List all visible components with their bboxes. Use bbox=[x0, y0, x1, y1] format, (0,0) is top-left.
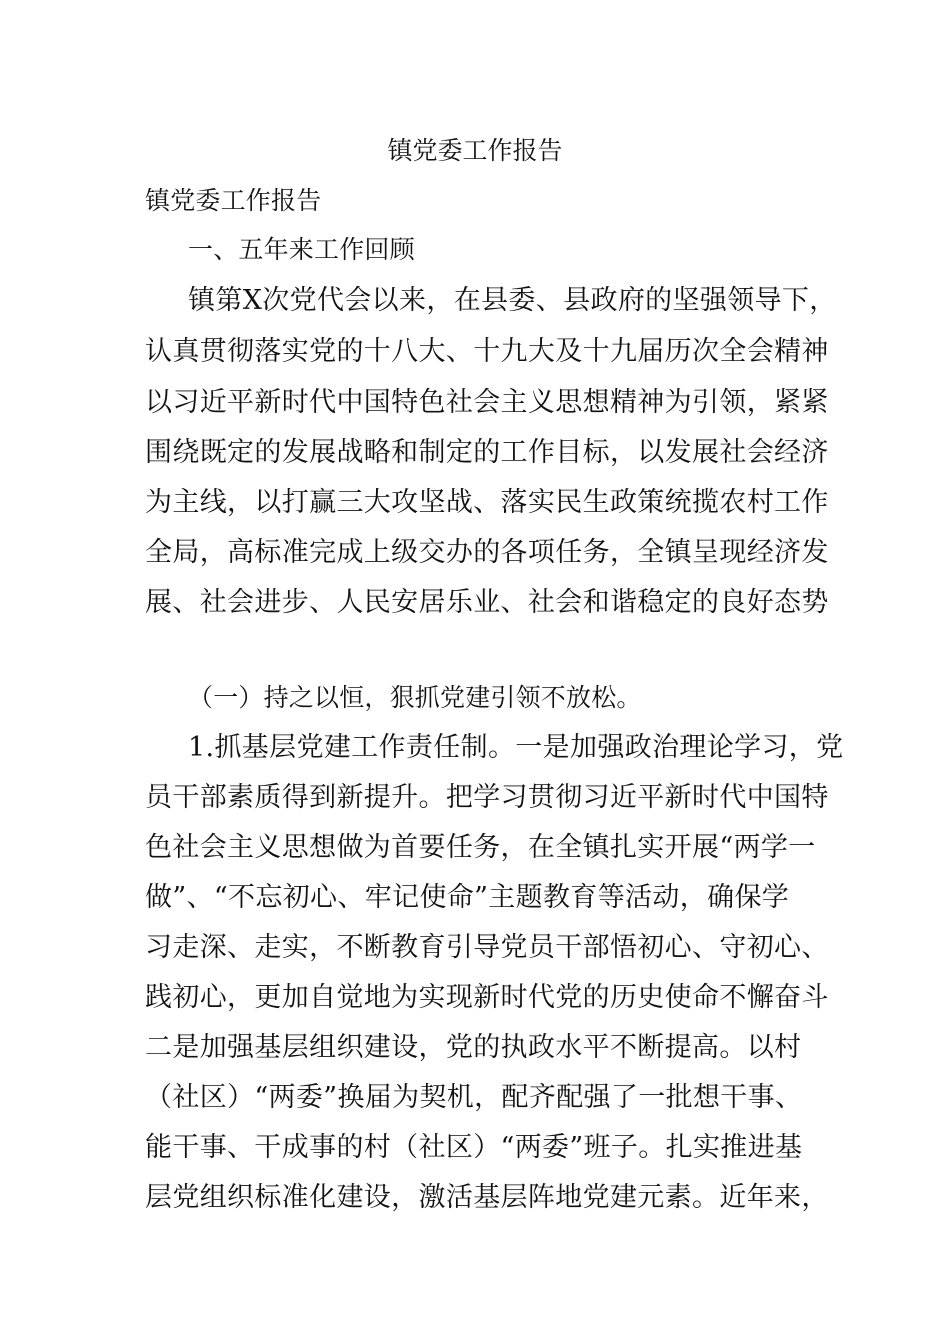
paragraph-line: 员干部素质得到新提升。把学习贯彻习近平新时代中国特 bbox=[145, 782, 829, 813]
paragraph-line: 为主线，以打赢三大攻坚战、落实民生政策统揽农村工作 bbox=[145, 487, 829, 518]
paragraph-line: 全局，高标准完成上级交办的各项任务，全镇呈现经济发 bbox=[145, 537, 829, 568]
paragraph-line: 二是加强基层组织建设，党的执政水平不断提高。以村 bbox=[145, 1032, 802, 1063]
paragraph-line: 以习近平新时代中国特色社会主义思想精神为引领，紧紧 bbox=[145, 387, 829, 418]
document-subtitle: 镇党委工作报告 bbox=[145, 186, 322, 215]
paragraph-line: 习走深、走实，不断教育引导党员干部悟初心、守初心、 bbox=[145, 932, 829, 963]
paragraph-line: 认真贯彻落实党的十八大、十九大及十九届历次全会精神 bbox=[145, 336, 829, 367]
paragraph-line: 层党组织标准化建设，激活基层阵地党建元素。近年来， bbox=[145, 1182, 829, 1213]
document-title: 镇党委工作报告 bbox=[387, 136, 563, 165]
paragraph-line: （社区）“两委”换届为契机，配齐配强了一批想干事、 bbox=[145, 1082, 803, 1113]
paragraph-line: 围绕既定的发展战略和制定的工作目标，以发展社会经济 bbox=[145, 437, 829, 468]
subsection-heading: （一）持之以恒，狠抓党建引领不放松。 bbox=[188, 683, 642, 712]
section-heading: 一、五年来工作回顾 bbox=[188, 235, 415, 264]
paragraph-line: 色社会主义思想做为首要任务，在全镇扎实开展“两学一 bbox=[145, 832, 816, 863]
paragraph-line: 镇第X次党代会以来，在县委、县政府的坚强领导下， bbox=[188, 285, 837, 316]
paragraph-line: 展、社会进步、人民安居乐业、社会和谐稳定的良好态势 bbox=[145, 587, 829, 618]
paragraph-line: 1.抓基层党建工作责任制。一是加强政治理论学习，党 bbox=[188, 732, 844, 763]
paragraph-line: 做”、“不忘初心、牢记使命”主题教育等活动，确保学 bbox=[145, 882, 790, 913]
paragraph-line: 践初心，更加自觉地为实现新时代党的历史使命不懈奋斗 bbox=[145, 982, 829, 1013]
paragraph-line: 能干事、干成事的村（社区）“两委”班子。扎实推进基 bbox=[145, 1132, 803, 1163]
